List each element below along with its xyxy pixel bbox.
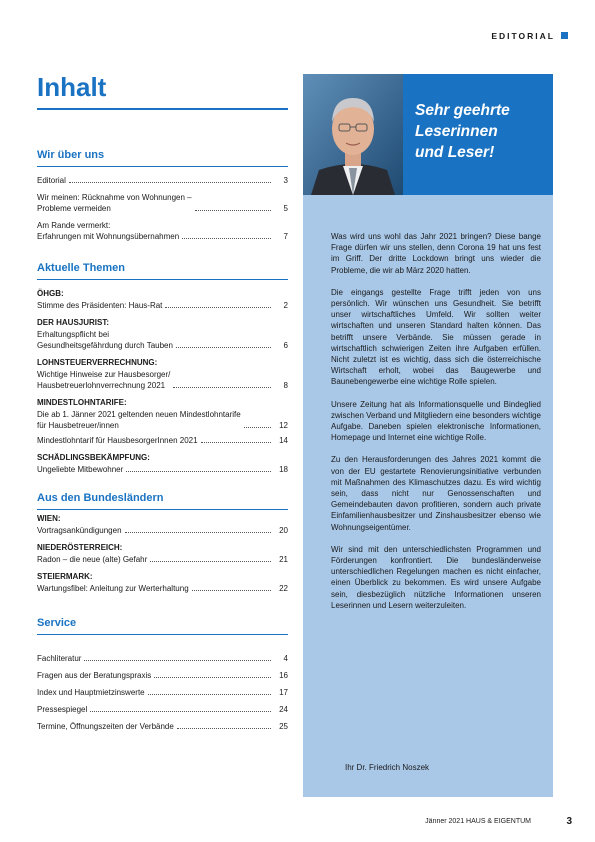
toc-entry-page: 7 [283,232,288,241]
toc-entry-title: Fachliteratur [37,654,82,663]
greeting-line: und Leser! [415,144,495,161]
toc-entry-title: Editorial [37,176,66,185]
toc-entry-page: 6 [283,341,288,350]
toc-entry-page: 24 [279,705,288,714]
page-title: Inhalt [37,72,107,102]
category-label: MINDESTLOHNTARIFE: [37,398,127,407]
toc-entry[interactable] [37,220,288,242]
toc-entry-page: 25 [279,722,288,731]
section-heading: Service [37,617,77,629]
greeting-line: Sehr geehrte [415,102,510,119]
toc-entry-page: 20 [279,526,288,535]
toc-entry[interactable] [37,704,288,715]
letter-paragraph: Zu den Herausforderungen des Jahres 2021 kommt die von der EU gestartete Renovierungsinitiative verbunden mit Maßnahmen des Klimaschutzes dazu. Es wird wichtig sein, dass nicht nur Genossenschaften und Gemeindebauten davon profitieren, sondern auch private Einfamilienhausbesitzer und Zinshausbesitzer ebenso wie Wohnungseigentümer. [331,455,541,532]
leader-dots [148,694,271,695]
toc-section-service [37,616,288,732]
category-label: DER HAUSJURIST: [37,318,110,327]
toc-entry-title: Wir meinen: Rücknahme von Wohnungen – Probleme vermeiden [37,193,192,213]
toc-entry[interactable] [37,192,288,214]
toc-section-bundeslaender [37,491,288,594]
toc-entry-page: 5 [283,204,288,213]
section-divider [37,166,288,167]
page-number: 3 [566,816,572,827]
toc-entry-title: Stimme des Präsidenten: Haus-Rat [37,301,163,310]
leader-dots [125,532,271,533]
toc-entry-page: 3 [283,176,288,185]
toc-entry-title: Am Rande vermerkt: Erfahrungen mit Wohnungsübernahmen [37,221,180,241]
letter-signature: Ihr Dr. Friedrich Noszek [345,763,430,772]
leader-dots [173,387,271,388]
leader-dots [165,307,271,308]
toc-entry[interactable] [37,464,288,475]
section-heading: Wir über uns [37,149,105,161]
toc-entry-title: Fragen aus der Beratungspraxis [37,671,152,680]
leader-dots [244,427,271,428]
leader-dots [195,210,271,211]
toc-entry[interactable] [37,670,288,681]
letter-paragraph: Was wird uns wohl das Jahr 2021 bringen? Diese bange Frage dürfen wir uns stellen, denn Corona 19 hat uns fest im Griff. Der dritte Lockdown bringt uns wieder die Probleme, die wir ab März 2020 hatten. [331,232,541,275]
editorial-letter [303,195,553,797]
author-photo [303,74,403,195]
toc-entry[interactable] [37,554,288,565]
leader-dots [90,711,271,712]
category-label: SCHÄDLINGSBEKÄMPFUNG: [37,453,150,462]
leader-dots [69,182,271,183]
section-heading: Aus den Bundesländern [37,492,164,504]
toc-entry-page: 4 [283,654,288,663]
toc-entry-title: Mindestlohntarif für HausbesorgerInnen 2021 [37,436,198,445]
section-marker [561,32,568,39]
letter-body [331,231,541,622]
toc-entry-title: Wichtige Hinweise zur Hausbesorger/ Hausbetreuerlohnverrechnung 2021 [37,370,171,390]
toc-entry-title: Radon – die neue (alte) Gefahr [37,555,148,564]
section-label: EDITORIAL [491,31,555,41]
toc-entry-title: Termine, Öffnungszeiten der Verbände [37,722,174,731]
toc-entry-title: Erhaltungspflicht bei Gesundheitsgefährdung durch Tauben [37,330,173,350]
toc-entry-page: 2 [283,301,288,310]
toc-entry-title: Index und Hauptmietzinswerte [37,688,145,697]
category-label: WIEN: [37,514,61,523]
toc-entry[interactable] [37,583,288,594]
greeting-panel [403,74,553,195]
title-divider [37,108,288,110]
toc-entry-title: Pressespiegel [37,705,88,714]
toc-entry[interactable] [37,435,288,446]
greeting-heading [415,100,510,163]
leader-dots [201,442,271,443]
toc-entry-title: Vortragsankündigungen [37,526,122,535]
leader-dots [150,561,271,562]
leader-dots [154,677,271,678]
toc-entry[interactable] [37,175,288,186]
toc-entry-page: 16 [279,671,288,680]
greeting-line: Leserinnen [415,123,498,140]
section-divider [37,279,288,280]
leader-dots [192,590,271,591]
toc-entry[interactable] [37,525,288,536]
category-label: STEIERMARK: [37,572,93,581]
portrait-illustration [303,74,403,195]
toc-entry[interactable] [37,300,288,311]
table-of-contents [37,148,288,732]
toc-entry-page: 18 [279,465,288,474]
toc-entry-page: 22 [279,584,288,593]
toc-entry[interactable] [37,329,288,351]
footer-issue: Jänner 2021 HAUS & EIGENTUM [425,818,531,825]
toc-entry[interactable] [37,687,288,698]
toc-section-wir-ueber-uns [37,148,288,242]
toc-entry-page: 14 [279,436,288,445]
letter-paragraph: Die eingangs gestellte Frage trifft jeden von uns persönlich. Wir wünschen uns Gesundheit. Sie betrifft unser wirtschaftliches Umfeld. Wir sollten weiter wirtschaften und unseren Standard halten können. Das betrifft unsere Verbände. Sie müssen gerade in wirtschaftlich schwierigen Zeiten ihre Aufgaben erfüllen. Nicht zuletzt ist es wichtig, dass sich die österreichische Wirtschaft erholt, wobei das Baugewerbe und Baunebengewerbe eine wichtige Rolle spielen. [331,287,541,387]
category-label: NIEDERÖSTERREICH: [37,543,123,552]
toc-entry[interactable] [37,653,288,664]
toc-entry[interactable] [37,409,288,431]
leader-dots [176,347,271,348]
section-divider [37,509,288,510]
toc-entry-title: Ungeliebte Mitbewohner [37,465,124,474]
toc-entry-page: 21 [279,555,288,564]
toc-entry-page: 17 [279,688,288,697]
category-label: LOHNSTEUERVERRECHNUNG: [37,358,158,367]
leader-dots [84,660,271,661]
toc-entry-title: Wartungsfibel: Anleitung zur Werterhaltung [37,584,189,593]
letter-paragraph: Unsere Zeitung hat als Informationsquelle und Bindeglied zwischen Verband und Mitgliedern eine besonders wichtige Aufgabe. Daneben spielen elektronische Informationen, Homepage und Internet eine wichtige Rolle. [331,399,541,443]
toc-entry-page: 12 [279,421,288,430]
toc-entry-title: Die ab 1. Jänner 2021 geltenden neuen Mindestlohntarife für Hausbetreuer/innen [37,410,241,430]
section-heading: Aktuelle Themen [37,262,126,274]
letter-paragraph: Wir sind mit den unterschiedlichsten Programmen und Förderungen konfrontiert. Die bundesländerweise unterschiedlichen Regelungen machen es nicht einfacher, einen Überblick zu bekommen. Es wird unsere Aufgabe sein, diesbezüglich nützliche Informationen unseren Leserinnen und Lesern weiterzuleiten. [331,544,541,610]
toc-section-aktuelle-themen [37,261,288,475]
toc-entry-page: 8 [283,381,288,390]
toc-entry[interactable] [37,721,288,732]
section-divider [37,634,288,635]
leader-dots [182,238,271,239]
leader-dots [177,728,271,729]
leader-dots [126,471,271,472]
category-label: ÖHGB: [37,289,64,298]
toc-entry[interactable] [37,369,288,391]
